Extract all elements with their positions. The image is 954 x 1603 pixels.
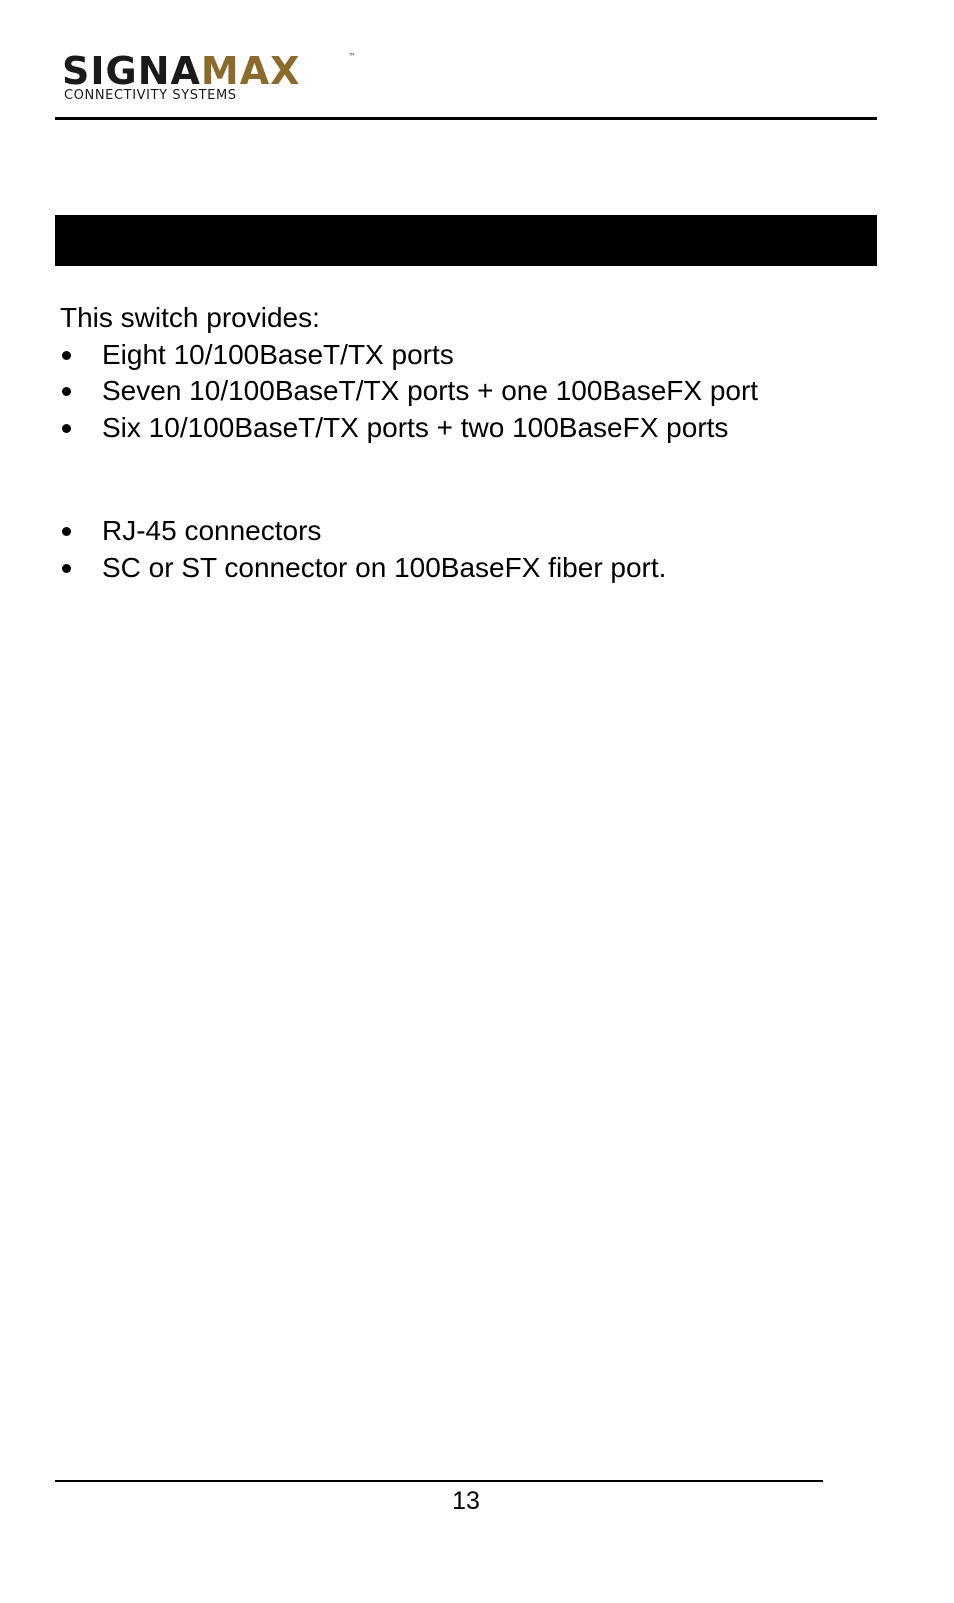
- logo-wordmark-signa: SIGNA: [62, 49, 201, 93]
- list-item-text: SC or ST connector on 100BaseFX fiber port.: [102, 551, 667, 583]
- list-item-text: Seven 10/100BaseT/TX ports + one 100BaseFX port: [102, 375, 759, 406]
- bullet-icon: [62, 564, 71, 573]
- bullet-icon: [62, 351, 71, 360]
- list-item: [60, 410, 880, 447]
- list-item-text: RJ-45 connectors: [102, 515, 322, 546]
- list-item: [60, 550, 880, 587]
- logo-tagline: CONNECTIVITY SYSTEMS: [64, 88, 237, 103]
- page-content: [60, 300, 880, 586]
- spacer: [60, 446, 880, 513]
- connectors-list: [60, 513, 880, 586]
- bullet-icon: [62, 527, 71, 536]
- logo-wordmark: [62, 49, 301, 93]
- bullet-icon: [62, 424, 71, 433]
- header-rule: [55, 117, 877, 120]
- intro-text: This switch provides:: [60, 302, 320, 333]
- list-item-text: Eight 10/100BaseT/TX ports: [102, 338, 454, 370]
- logo-trademark: ™: [348, 52, 356, 61]
- list-item-text: Six 10/100BaseT/TX ports + two 100BaseFX ports: [102, 411, 729, 443]
- footer-rule: [55, 1480, 823, 1482]
- list-item: [60, 513, 880, 550]
- signamax-logo: [62, 49, 382, 108]
- bullet-icon: [62, 387, 71, 396]
- port-options-list: [60, 337, 880, 447]
- section-heading-bar: [55, 215, 877, 266]
- page-number: 13: [452, 1487, 480, 1515]
- list-item: [60, 373, 880, 410]
- logo-wordmark-max: MAX: [200, 49, 301, 93]
- list-item: [60, 337, 880, 374]
